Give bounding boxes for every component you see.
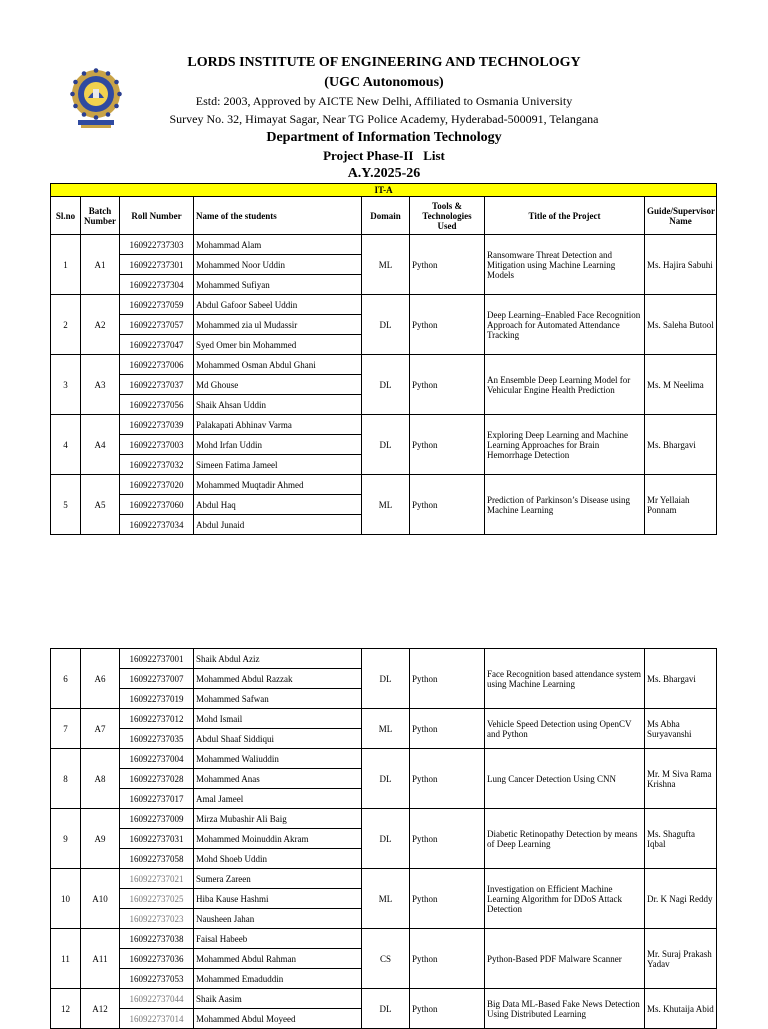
serial-number-cell: 3 (51, 355, 81, 415)
table-row (51, 295, 717, 315)
student-name-cell: Mohammed Abdul Moyeed (194, 1009, 362, 1029)
domain-cell: DL (362, 649, 410, 709)
domain-cell: DL (362, 989, 410, 1029)
student-name-cell: Sumera Zareen (194, 869, 362, 889)
student-name-cell: Mohammed Anas (194, 769, 362, 789)
roll-number-cell: 160922737017 (120, 789, 194, 809)
student-name-cell: Abdul Haq (194, 495, 362, 515)
guide-cell: Dr. K Nagi Reddy (645, 869, 717, 929)
student-name-cell: Abdul Junaid (194, 515, 362, 535)
table-row (51, 929, 717, 949)
project-table-page-1 (50, 183, 717, 535)
roll-number-cell: 160922737020 (120, 475, 194, 495)
col-header-domain: Domain (362, 197, 410, 235)
student-name-cell: Mohd Shoeb Uddin (194, 849, 362, 869)
tools-cell: Python (410, 709, 485, 749)
guide-cell: Mr. M Siva Rama Krishna (645, 749, 717, 809)
institute-name: LORDS INSTITUTE OF ENGINEERING AND TECHNOLOGY (187, 55, 581, 70)
guide-cell: Ms. Bhargavi (645, 649, 717, 709)
batch-number-cell: A11 (81, 929, 120, 989)
student-name-cell: Simeen Fatima Jameel (194, 455, 362, 475)
domain-cell: ML (362, 235, 410, 295)
roll-number-cell: 160922737058 (120, 849, 194, 869)
project-title-cell: An Ensemble Deep Learning Model for Vehicular Engine Health Prediction (485, 355, 645, 415)
project-table-page-2 (50, 648, 717, 1029)
roll-number-cell: 160922737056 (120, 395, 194, 415)
col-header-name: Name of the students (194, 197, 362, 235)
roll-number-cell: 160922737060 (120, 495, 194, 515)
domain-cell: DL (362, 295, 410, 355)
batch-number-cell: A4 (81, 415, 120, 475)
student-name-cell: Mohd Irfan Uddin (194, 435, 362, 455)
project-title-cell: Investigation on Efficient Machine Learning Algorithm for DDoS Attack Detection (485, 869, 645, 929)
domain-cell: ML (362, 869, 410, 929)
roll-number-cell: 160922737014 (120, 1009, 194, 1029)
roll-number-cell: 160922737028 (120, 769, 194, 789)
student-name-cell: Shaik Ahsan Uddin (194, 395, 362, 415)
tools-cell: Python (410, 869, 485, 929)
roll-number-cell: 160922737303 (120, 235, 194, 255)
serial-number-cell: 4 (51, 415, 81, 475)
col-header-slno: Sl.no (51, 197, 81, 235)
guide-cell: Ms. Bhargavi (645, 415, 717, 475)
batch-number-cell: A10 (81, 869, 120, 929)
domain-cell: ML (362, 709, 410, 749)
guide-cell: Ms. M Neelima (645, 355, 717, 415)
col-header-roll: Roll Number (120, 197, 194, 235)
roll-number-cell: 160922737039 (120, 415, 194, 435)
student-name-cell: Mohammed Safwan (194, 689, 362, 709)
domain-cell: CS (362, 929, 410, 989)
student-name-cell: Mohammed Muqtadir Ahmed (194, 475, 362, 495)
batch-number-cell: A7 (81, 709, 120, 749)
table-row (51, 749, 717, 769)
roll-number-cell: 160922737304 (120, 275, 194, 295)
student-name-cell: Syed Omer bin Mohammed (194, 335, 362, 355)
roll-number-cell: 160922737001 (120, 649, 194, 669)
tools-cell: Python (410, 649, 485, 709)
domain-cell: DL (362, 809, 410, 869)
roll-number-cell: 160922737006 (120, 355, 194, 375)
student-name-cell: Palakapati Abhinav Varma (194, 415, 362, 435)
student-name-cell: Mohammed Abdul Razzak (194, 669, 362, 689)
serial-number-cell: 10 (51, 869, 81, 929)
roll-number-cell: 160922737301 (120, 255, 194, 275)
guide-cell: Ms. Khutaija Abid (645, 989, 717, 1029)
roll-number-cell: 160922737038 (120, 929, 194, 949)
roll-number-cell: 160922737012 (120, 709, 194, 729)
roll-number-cell: 160922737003 (120, 435, 194, 455)
section-label: IT-A (51, 184, 717, 197)
tools-cell: Python (410, 929, 485, 989)
project-title-cell: Vehicle Speed Detection using OpenCV and Python (485, 709, 645, 749)
guide-cell: Mr. Suraj Prakash Yadav (645, 929, 717, 989)
guide-cell: Ms. Hajira Sabuhi (645, 235, 717, 295)
domain-cell: DL (362, 749, 410, 809)
student-name-cell: Hiba Kause Hashmi (194, 889, 362, 909)
roll-number-cell: 160922737047 (120, 335, 194, 355)
roll-number-cell: 160922737007 (120, 669, 194, 689)
serial-number-cell: 8 (51, 749, 81, 809)
roll-number-cell: 160922737059 (120, 295, 194, 315)
autonomous-status: (UGC Autonomous) (324, 75, 444, 90)
serial-number-cell: 2 (51, 295, 81, 355)
batch-number-cell: A3 (81, 355, 120, 415)
project-title-cell: Python-Based PDF Malware Scanner (485, 929, 645, 989)
project-title-cell: Face Recognition based attendance system using Machine Learning (485, 649, 645, 709)
establishment-line: Estd: 2003, Approved by AICTE New Delhi, Affiliated to Osmania University (195, 94, 573, 108)
project-title-cell: Ransomware Threat Detection and Mitigation using Machine Learning Models (485, 235, 645, 295)
roll-number-cell: 160922737035 (120, 729, 194, 749)
student-name-cell: Mohammed zia ul Mudassir (194, 315, 362, 335)
address-line: Survey No. 32, Himayat Sagar, Near TG Police Academy, Hyderabad-500091, Telangana (169, 112, 599, 126)
table-row (51, 475, 717, 495)
batch-number-cell: A9 (81, 809, 120, 869)
batch-number-cell: A12 (81, 989, 120, 1029)
roll-number-cell: 160922737034 (120, 515, 194, 535)
tools-cell: Python (410, 989, 485, 1029)
guide-cell: Mr Yellaiah Ponnam (645, 475, 717, 535)
roll-number-cell: 160922737019 (120, 689, 194, 709)
serial-number-cell: 1 (51, 235, 81, 295)
student-name-cell: Md Ghouse (194, 375, 362, 395)
student-name-cell: Faisal Habeeb (194, 929, 362, 949)
domain-cell: DL (362, 355, 410, 415)
serial-number-cell: 7 (51, 709, 81, 749)
roll-number-cell: 160922737037 (120, 375, 194, 395)
domain-cell: DL (362, 415, 410, 475)
serial-number-cell: 9 (51, 809, 81, 869)
project-title-cell: Big Data ML-Based Fake News Detection Using Distributed Learning (485, 989, 645, 1029)
student-name-cell: Mohammed Osman Abdul Ghani (194, 355, 362, 375)
roll-number-cell: 160922737036 (120, 949, 194, 969)
student-name-cell: Mohammed Abdul Rahman (194, 949, 362, 969)
domain-cell: ML (362, 475, 410, 535)
serial-number-cell: 5 (51, 475, 81, 535)
table-row (51, 415, 717, 435)
batch-number-cell: A6 (81, 649, 120, 709)
tools-cell: Python (410, 235, 485, 295)
student-name-cell: Mohammed Sufiyan (194, 275, 362, 295)
serial-number-cell: 11 (51, 929, 81, 989)
col-header-guide: Guide/Supervisor Name (645, 197, 717, 235)
list-title: Project Phase-II List (323, 148, 445, 163)
student-name-cell: Mirza Mubashir Ali Baig (194, 809, 362, 829)
roll-number-cell: 160922737021 (120, 869, 194, 889)
student-name-cell: Shaik Aasim (194, 989, 362, 1009)
project-title-cell: Diabetic Retinopathy Detection by means of Deep Learning (485, 809, 645, 869)
student-name-cell: Mohd Ismail (194, 709, 362, 729)
tools-cell: Python (410, 749, 485, 809)
table-row (51, 869, 717, 889)
table-row (51, 649, 717, 669)
academic-year: A.Y.2025-26 (347, 166, 421, 181)
student-name-cell: Amal Jameel (194, 789, 362, 809)
roll-number-cell: 160922737053 (120, 969, 194, 989)
student-name-cell: Mohammad Alam (194, 235, 362, 255)
table-row (51, 989, 717, 1009)
student-name-cell: Shaik Abdul Aziz (194, 649, 362, 669)
roll-number-cell: 160922737057 (120, 315, 194, 335)
roll-number-cell: 160922737004 (120, 749, 194, 769)
tools-cell: Python (410, 295, 485, 355)
department-name: Department of Information Technology (266, 130, 502, 145)
table-row (51, 709, 717, 729)
col-header-tools: Tools & Technologies Used (410, 197, 485, 235)
col-header-batch: Batch Number (81, 197, 120, 235)
batch-number-cell: A8 (81, 749, 120, 809)
student-name-cell: Abdul Gafoor Sabeel Uddin (194, 295, 362, 315)
guide-cell: Ms Abha Suryavanshi (645, 709, 717, 749)
project-title-cell: Prediction of Parkinson’s Disease using Machine Learning (485, 475, 645, 535)
student-name-cell: Mohammed Moinuddin Akram (194, 829, 362, 849)
project-title-cell: Lung Cancer Detection Using CNN (485, 749, 645, 809)
student-name-cell: Abdul Shaaf Siddiqui (194, 729, 362, 749)
col-header-title: Title of the Project (485, 197, 645, 235)
student-name-cell: Mohammed Emaduddin (194, 969, 362, 989)
roll-number-cell: 160922737009 (120, 809, 194, 829)
roll-number-cell: 160922737025 (120, 889, 194, 909)
serial-number-cell: 12 (51, 989, 81, 1029)
tools-cell: Python (410, 809, 485, 869)
guide-cell: Ms. Shagufta Iqbal (645, 809, 717, 869)
roll-number-cell: 160922737023 (120, 909, 194, 929)
batch-number-cell: A2 (81, 295, 120, 355)
roll-number-cell: 160922737031 (120, 829, 194, 849)
guide-cell: Ms. Saleha Butool (645, 295, 717, 355)
project-title-cell: Deep Learning–Enabled Face Recognition Approach for Automated Attendance Tracking (485, 295, 645, 355)
batch-number-cell: A5 (81, 475, 120, 535)
table-row (51, 235, 717, 255)
table-row (51, 809, 717, 829)
roll-number-cell: 160922737032 (120, 455, 194, 475)
table-row (51, 355, 717, 375)
tools-cell: Python (410, 355, 485, 415)
batch-number-cell: A1 (81, 235, 120, 295)
roll-number-cell: 160922737044 (120, 989, 194, 1009)
tools-cell: Python (410, 415, 485, 475)
student-name-cell: Mohammed Noor Uddin (194, 255, 362, 275)
student-name-cell: Nausheen Jahan (194, 909, 362, 929)
project-title-cell: Exploring Deep Learning and Machine Learning Approaches for Brain Hemorrhage Detection (485, 415, 645, 475)
serial-number-cell: 6 (51, 649, 81, 709)
tools-cell: Python (410, 475, 485, 535)
student-name-cell: Mohammed Waliuddin (194, 749, 362, 769)
